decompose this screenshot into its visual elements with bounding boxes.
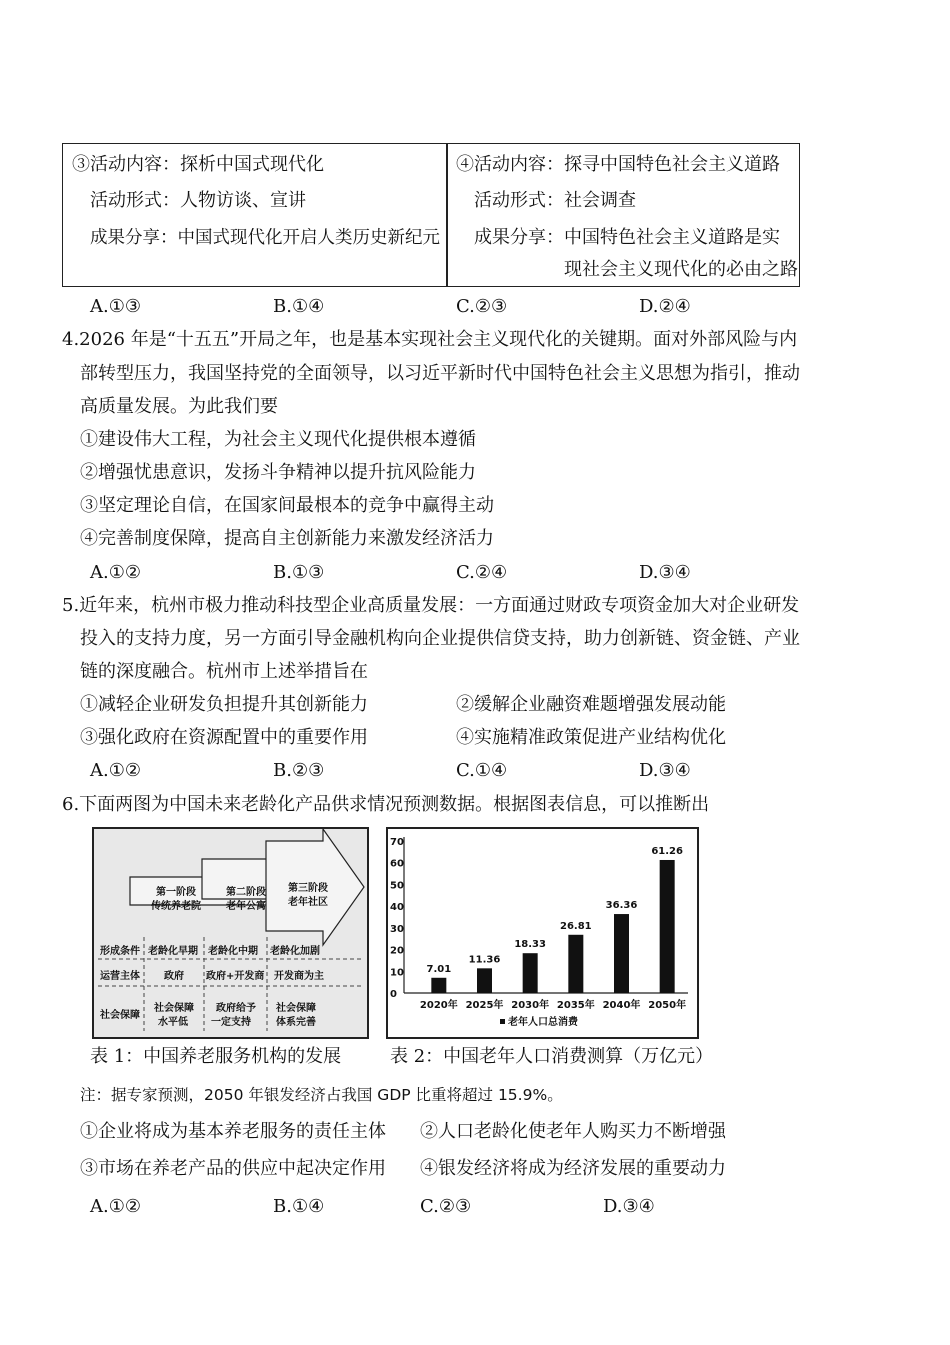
q5-item-3: ③强化政府在资源配置中的重要作用: [80, 727, 368, 748]
x-tick-label: 2040年: [602, 1000, 641, 1011]
q3-cell4-line1: ④活动内容：探寻中国特色社会主义道路: [456, 154, 780, 175]
q4-option-a[interactable]: A.①②: [90, 562, 141, 583]
q4-item-2: ②增强忧患意识，发扬斗争精神以提升抗风险能力: [80, 462, 476, 483]
consumption-chart-frame: [386, 827, 699, 1039]
condition-1: 老龄化早期: [148, 946, 198, 957]
operator-3: 开发商为主: [274, 971, 324, 982]
data-label: 11.36: [468, 954, 501, 966]
q4-item-1: ①建设伟大工程，为社会主义现代化提供根本遵循: [80, 429, 476, 450]
stage3-name: 第三阶段: [288, 883, 328, 894]
q5-stem-line3: 链的深度融合。杭州市上述举措旨在: [80, 661, 368, 682]
x-tick-label: 2050年: [648, 1000, 687, 1011]
q3-option-c[interactable]: C.②③: [456, 296, 508, 317]
x-tick-label: 2030年: [511, 1000, 550, 1011]
bar: [614, 914, 629, 993]
y-tick-label: 60: [390, 858, 404, 870]
q3-cell4-line2: 活动形式：社会调查: [474, 190, 636, 211]
q4-option-b[interactable]: B.①③: [273, 562, 325, 583]
x-tick-label: 2025年: [465, 1000, 504, 1011]
q3-cell3-line2: 活动形式：人物访谈、宣讲: [90, 190, 306, 211]
q4-item-3: ③坚定理论自信，在国家间最根本的竞争中赢得主动: [80, 495, 494, 516]
figure1-caption: 表 1：中国养老服务机构的发展: [90, 1046, 342, 1067]
q6-stem: 6.下面两图为中国未来老龄化产品供求情况预测数据。根据图表信息，可以推断出: [62, 794, 710, 815]
q5-item-2: ②缓解企业融资难题增强发展动能: [456, 694, 726, 715]
q6-option-c[interactable]: C.②③: [420, 1196, 472, 1217]
q6-option-a[interactable]: A.①②: [90, 1196, 141, 1217]
operator-2: 政府+开发商: [206, 971, 265, 982]
stage2-type: 老年公寓: [226, 901, 266, 912]
x-tick-label: 2020年: [419, 1000, 458, 1011]
row-label-operators: 运营主体: [100, 971, 140, 982]
y-tick-label: 10: [390, 967, 404, 979]
condition-3: 老龄化加剧: [270, 946, 320, 957]
y-tick-label: 0: [390, 989, 397, 1000]
data-label: 18.33: [514, 939, 546, 951]
y-tick-label: 70: [390, 837, 404, 848]
figure2-caption: 表 2：中国老年人口消费测算（万亿元）: [390, 1046, 714, 1067]
q3-cell3-line3: 成果分享：中国式现代化开启人类历史新纪元: [90, 228, 440, 248]
y-tick-label: 20: [390, 945, 404, 957]
security-3-b: 体系完善: [276, 1017, 316, 1028]
data-label: 61.26: [651, 845, 683, 857]
q5-item-4: ④实施精准政策促进产业结构优化: [456, 727, 726, 748]
q5-stem-line2: 投入的支持力度，另一方面引导金融机构向企业提供信贷支持，助力创新链、资金链、产业: [80, 628, 800, 649]
q6-note: 注：据专家预测，2050 年银发经济占我国 GDP 比重将超过 15.9%。: [80, 1086, 563, 1104]
stage3-type: 老年社区: [288, 897, 328, 908]
q4-option-d[interactable]: D.③④: [639, 562, 691, 583]
q3-cell4-line4: 现社会主义现代化的必由之路: [564, 259, 798, 280]
q4-stem-line1: 4.2026 年是“十五五”开局之年，也是基本实现社会主义现代化的关键期。面对外部风险与内: [62, 329, 798, 350]
legend-label: 老年人口总消费: [508, 1017, 578, 1028]
row-label-conditions: 形成条件: [100, 946, 140, 957]
elderly-care-diagram: [92, 827, 369, 1039]
q5-option-b[interactable]: B.②③: [273, 760, 325, 781]
q3-cell4-line3: 成果分享：中国特色社会主义道路是实: [474, 227, 780, 248]
security-2-b: 一定支持: [211, 1017, 251, 1028]
q5-option-c[interactable]: C.①④: [456, 760, 508, 781]
q4-stem-line2: 部转型压力，我国坚持党的全面领导，以习近平新时代中国特色社会主义思想为指引，推动: [80, 363, 800, 384]
q5-item-1: ①减轻企业研发负担提升其创新能力: [80, 694, 368, 715]
y-tick-label: 50: [390, 880, 404, 892]
q6-item-1: ①企业将成为基本养老服务的责任主体: [80, 1121, 386, 1142]
q6-item-3: ③市场在养老产品的供应中起决定作用: [80, 1158, 386, 1179]
y-tick-label: 40: [390, 902, 404, 914]
q4-item-4: ④完善制度保障，提高自主创新能力来激发经济活力: [80, 528, 494, 549]
condition-2: 老龄化中期: [208, 946, 258, 957]
stage1-type: 传统养老院: [151, 901, 201, 912]
security-1-b: 水平低: [158, 1017, 188, 1028]
q5-option-d[interactable]: D.③④: [639, 760, 691, 781]
bar: [431, 978, 446, 993]
consumption-bar-chart: [388, 829, 693, 1033]
y-tick-label: 30: [390, 923, 404, 935]
stage2-name: 第二阶段: [226, 887, 266, 898]
q4-stem-line3: 高质量发展。为此我们要: [80, 396, 278, 417]
data-label: 7.01: [426, 963, 452, 975]
q6-item-4: ④银发经济将成为经济发展的重要动力: [420, 1158, 726, 1179]
security-1-a: 社会保障: [154, 1003, 194, 1014]
bar: [660, 860, 675, 993]
q3-option-b[interactable]: B.①④: [273, 296, 325, 317]
row-label-security: 社会保障: [100, 1010, 140, 1021]
q6-option-d[interactable]: D.③④: [603, 1196, 655, 1217]
q5-stem-line1: 5.近年来，杭州市极力推动科技型企业高质量发展：一方面通过财政专项资金加大对企业研发: [62, 595, 800, 616]
x-tick-label: 2035年: [556, 1000, 595, 1011]
q3-table-divider: [446, 143, 448, 286]
data-label: 36.36: [605, 900, 638, 912]
bar: [477, 968, 492, 993]
data-label: 26.81: [560, 920, 592, 932]
legend-swatch: [500, 1019, 505, 1024]
q3-option-d[interactable]: D.②④: [639, 296, 691, 317]
bar: [523, 953, 538, 993]
q6-option-b[interactable]: B.①④: [273, 1196, 325, 1217]
security-3-a: 社会保障: [276, 1003, 316, 1014]
bar: [568, 935, 583, 993]
q4-option-c[interactable]: C.②④: [456, 562, 508, 583]
q6-item-2: ②人口老龄化使老年人购买力不断增强: [420, 1121, 726, 1142]
stage1-name: 第一阶段: [156, 887, 196, 898]
security-2-a: 政府给予: [216, 1003, 256, 1014]
q3-option-a[interactable]: A.①③: [90, 296, 141, 317]
q5-option-a[interactable]: A.①②: [90, 760, 141, 781]
operator-1: 政府: [164, 971, 184, 982]
q3-cell3-line1: ③活动内容：探析中国式现代化: [72, 154, 324, 175]
